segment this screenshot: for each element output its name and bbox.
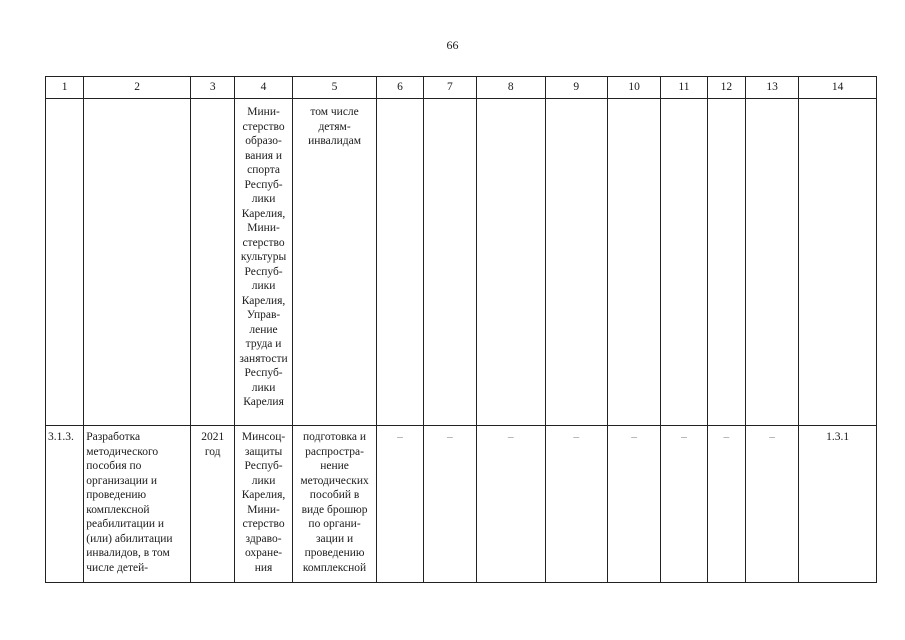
cell-line: методических bbox=[300, 474, 369, 487]
cell-line: пособий в bbox=[309, 489, 360, 501]
cell-line: распростра- bbox=[305, 445, 364, 458]
cell-line: методического bbox=[86, 445, 159, 458]
cell-line: охране- bbox=[244, 547, 283, 559]
column-header: 1 bbox=[46, 77, 84, 99]
column-header: 5 bbox=[292, 77, 377, 99]
cell-line: здраво- bbox=[245, 532, 282, 545]
cell-empty bbox=[799, 99, 877, 426]
cell-empty bbox=[423, 99, 476, 426]
program-table bbox=[45, 76, 877, 583]
cell-indicator-ref: 1.3.1 bbox=[799, 426, 877, 583]
cell-line: нение bbox=[320, 460, 349, 472]
cell-empty bbox=[377, 99, 423, 426]
cell-line: Мини- bbox=[247, 106, 280, 118]
cell-line: спорта bbox=[247, 164, 280, 176]
cell-line: виде брошюр bbox=[301, 503, 368, 516]
column-header: 7 bbox=[423, 77, 476, 99]
cell-line: лики bbox=[251, 193, 276, 205]
cell-line: Мини- bbox=[247, 503, 280, 516]
cell-line: стерство bbox=[242, 236, 285, 249]
cell-line: 2021 bbox=[201, 431, 225, 443]
cell-dash: – bbox=[545, 426, 607, 583]
cell-empty bbox=[745, 99, 798, 426]
column-header: 6 bbox=[377, 77, 423, 99]
cell-line: Минсоц- bbox=[241, 431, 286, 443]
cell-dash: – bbox=[661, 426, 707, 583]
cell-line: проведению bbox=[86, 489, 147, 501]
cell-empty bbox=[661, 99, 707, 426]
cell-line: Респуб- bbox=[244, 178, 283, 191]
cell-dash: – bbox=[607, 426, 660, 583]
cell-line: (или) абилитации bbox=[86, 532, 173, 545]
cell-line: числе детей- bbox=[86, 561, 149, 574]
cell-line: защиты bbox=[244, 445, 283, 458]
cell-dash: – bbox=[745, 426, 798, 583]
cell-dash: – bbox=[423, 426, 476, 583]
cell-line: подготовка и bbox=[303, 431, 367, 443]
cell-line: культуры bbox=[240, 251, 287, 263]
cell-line: Мини- bbox=[247, 222, 280, 234]
cell-line: Карелия bbox=[243, 396, 284, 408]
cell-name bbox=[84, 99, 191, 426]
column-header: 9 bbox=[545, 77, 607, 99]
cell-line: Карелия, bbox=[241, 207, 286, 220]
cell-line: Респуб- bbox=[244, 460, 283, 472]
cell-line: Респуб- bbox=[244, 265, 283, 278]
cell-line: реабилитации и bbox=[86, 518, 165, 530]
cell-number: 3.1.3. bbox=[46, 426, 84, 583]
cell-line: инвалидов, в том bbox=[86, 547, 170, 559]
column-header: 4 bbox=[235, 77, 292, 99]
cell-line: организации и bbox=[86, 474, 158, 487]
cell-executors bbox=[235, 426, 292, 583]
cell-line: вания и bbox=[245, 149, 283, 162]
cell-line: стерство bbox=[242, 120, 285, 133]
cell-line: том числе bbox=[310, 106, 359, 118]
cell-line: инвалидам bbox=[308, 135, 362, 147]
cell-line: Разработка bbox=[86, 431, 141, 443]
cell-empty bbox=[607, 99, 660, 426]
cell-line: ление bbox=[249, 323, 278, 336]
cell-line: зации и bbox=[315, 532, 354, 545]
cell-line: лики bbox=[251, 280, 276, 292]
cell-empty bbox=[477, 99, 545, 426]
column-header: 12 bbox=[707, 77, 745, 99]
cell-year bbox=[191, 99, 235, 426]
column-header: 14 bbox=[799, 77, 877, 99]
cell-line: комплексной bbox=[302, 561, 367, 574]
cell-line: образо- bbox=[245, 135, 282, 147]
cell-line: год bbox=[204, 445, 221, 458]
cell-line: пособия по bbox=[86, 460, 142, 472]
table-header-row bbox=[46, 77, 877, 99]
cell-executors bbox=[235, 99, 292, 426]
cell-dash: – bbox=[377, 426, 423, 583]
column-header: 13 bbox=[745, 77, 798, 99]
column-header: 2 bbox=[84, 77, 191, 99]
cell-line: Управ- bbox=[246, 309, 281, 321]
cell-line: Карелия, bbox=[241, 489, 286, 501]
cell-name bbox=[84, 426, 191, 583]
cell-line: проведению bbox=[304, 547, 365, 559]
cell-line: по органи- bbox=[308, 518, 361, 530]
cell-line: труда и bbox=[245, 338, 282, 350]
table-row-continuation bbox=[46, 99, 877, 426]
column-header: 11 bbox=[661, 77, 707, 99]
cell-year bbox=[191, 426, 235, 583]
cell-dash: – bbox=[477, 426, 545, 583]
page-number: 66 bbox=[446, 38, 459, 52]
cell-number bbox=[46, 99, 84, 426]
cell-line: занятости bbox=[239, 352, 288, 365]
column-header: 8 bbox=[477, 77, 545, 99]
cell-line: комплексной bbox=[86, 503, 150, 516]
table-row-item bbox=[46, 426, 877, 583]
cell-line: Карелия, bbox=[241, 294, 286, 307]
cell-line: Респуб- bbox=[244, 367, 283, 379]
cell-result bbox=[292, 99, 377, 426]
cell-line: ния bbox=[254, 561, 273, 574]
cell-dash: – bbox=[707, 426, 745, 583]
column-header: 10 bbox=[607, 77, 660, 99]
cell-line: лики bbox=[251, 381, 276, 394]
cell-line: стерство bbox=[242, 518, 285, 530]
cell-result bbox=[292, 426, 377, 583]
cell-empty bbox=[545, 99, 607, 426]
column-header: 3 bbox=[191, 77, 235, 99]
cell-empty bbox=[707, 99, 745, 426]
cell-line: детям- bbox=[318, 120, 351, 133]
cell-line: лики bbox=[251, 474, 276, 487]
